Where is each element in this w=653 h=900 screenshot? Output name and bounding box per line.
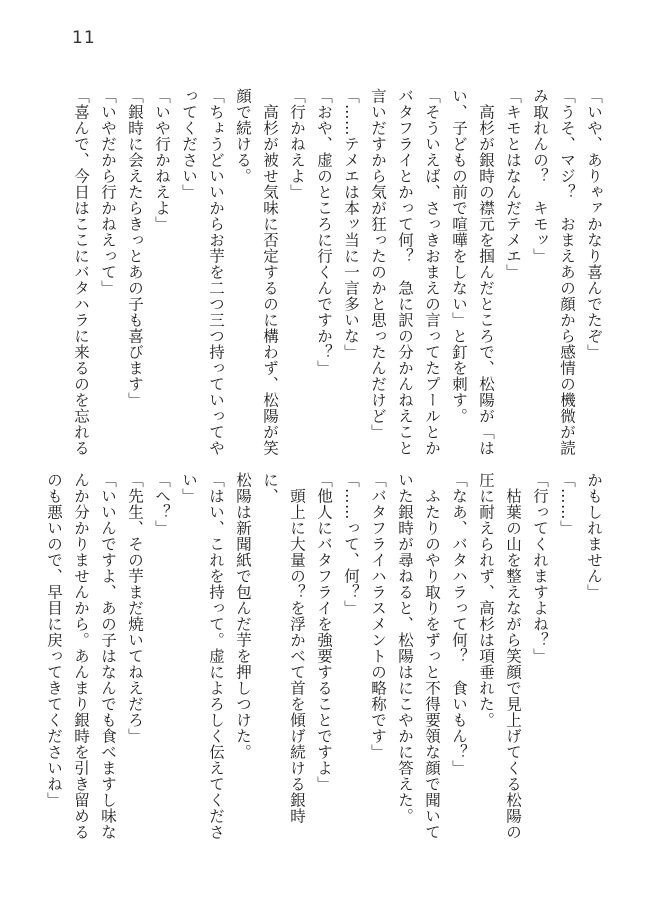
text-line: 「ちょうどいいからお芋を二つ三つ持っていってや	[207, 88, 225, 456]
text-block-upper	[67, 88, 607, 460]
text-line: い」	[180, 472, 198, 504]
text-line: 「いいんですよ、あの子はなんでも食べますし味な	[99, 472, 117, 840]
text-line: いた銀時が尋ねると、松陽はにこやかに答えた。	[396, 472, 414, 824]
text-line: 「先生、その芋まだ焼いてねえだろ」	[126, 472, 144, 744]
text-line: 「他人にバタフライを強要することですよ」	[315, 472, 333, 792]
text-line: 「いやだから行かねえって」	[99, 88, 117, 296]
text-line: かもしれません」	[585, 472, 603, 600]
text-line: バタフライとかって何？ 急に訳の分かんねえこと	[396, 88, 414, 456]
text-line: 「行かねえよ」	[288, 88, 306, 200]
text-line: 「いや行かねえよ」	[153, 88, 171, 232]
text-line: 「へ？」	[153, 472, 171, 536]
text-line: 「行ってくれますよね？」	[531, 472, 549, 664]
text-line: 「バタフライハラスメントの略称です」	[369, 472, 387, 760]
text-line: 高杉が銀時の襟元を掴んだところで、松陽が「は	[477, 88, 495, 456]
page-number: 11	[72, 28, 96, 48]
text-line: い、子どもの前で喧嘩をしない」と釘を刺す。	[450, 88, 468, 424]
text-line: 「銀時に会えたらきっとあの子も喜びます」	[126, 88, 144, 408]
text-line: 「なあ、バタハラって何？ 食いもん？」	[450, 472, 468, 776]
text-line: 「キモとはなんだテメエ」	[504, 88, 522, 280]
text-line: 「おや、虚のところに行くんですか？」	[315, 88, 333, 376]
text-line: ふたりのやり取りをずっと不得要領な顔で聞いて	[423, 472, 441, 840]
text-line: 枯葉の山を整えながら笑顔で見上げてくる松陽の	[504, 472, 522, 840]
text-line: 圧に耐えられず、高杉は項垂れた。	[477, 472, 495, 728]
text-line: 「喜んで、今日はここにバタハラに来るのを忘れる	[72, 88, 90, 456]
text-line: 「うそ、マジ？ おまえあの顔から感情の機微が読	[558, 88, 576, 456]
text-line: 「……って、何？」	[342, 472, 360, 616]
text-block-lower	[40, 472, 607, 844]
text-line: 頭上に大量の？を浮かべて首を傾げ続ける銀時に、	[261, 472, 306, 824]
text-line: んか分かりませんから。あんまり銀時を引き留める	[72, 472, 90, 840]
text-line: 言いだすから気が狂ったのかと思ったんだけど」	[369, 88, 387, 440]
text-line: 顔で続ける。	[234, 88, 252, 184]
text-line: 松陽は新聞紙で包んだ芋を押しつけた。	[234, 472, 252, 760]
text-line: 「……テメエは本ッ当に一言多いな」	[342, 88, 360, 360]
text-line: のも悪いので、早目に戻ってきてくださいね」	[45, 472, 63, 808]
text-line: 「はい、これを持って。虚によろしく伝えてくださ	[207, 472, 225, 840]
text-line: 「……」	[558, 472, 576, 536]
text-line: ってください」	[180, 88, 198, 200]
text-line: 高杉が被せ気味に否定するのに構わず、松陽が笑	[261, 88, 279, 456]
text-line: 「いや、ありゃァかなり喜んでたぞ」	[585, 88, 603, 360]
text-line: み取れんの？ キモッ」	[531, 88, 549, 264]
text-line: 「そういえば、さっきおまえの言ってたプールとか	[423, 88, 441, 456]
